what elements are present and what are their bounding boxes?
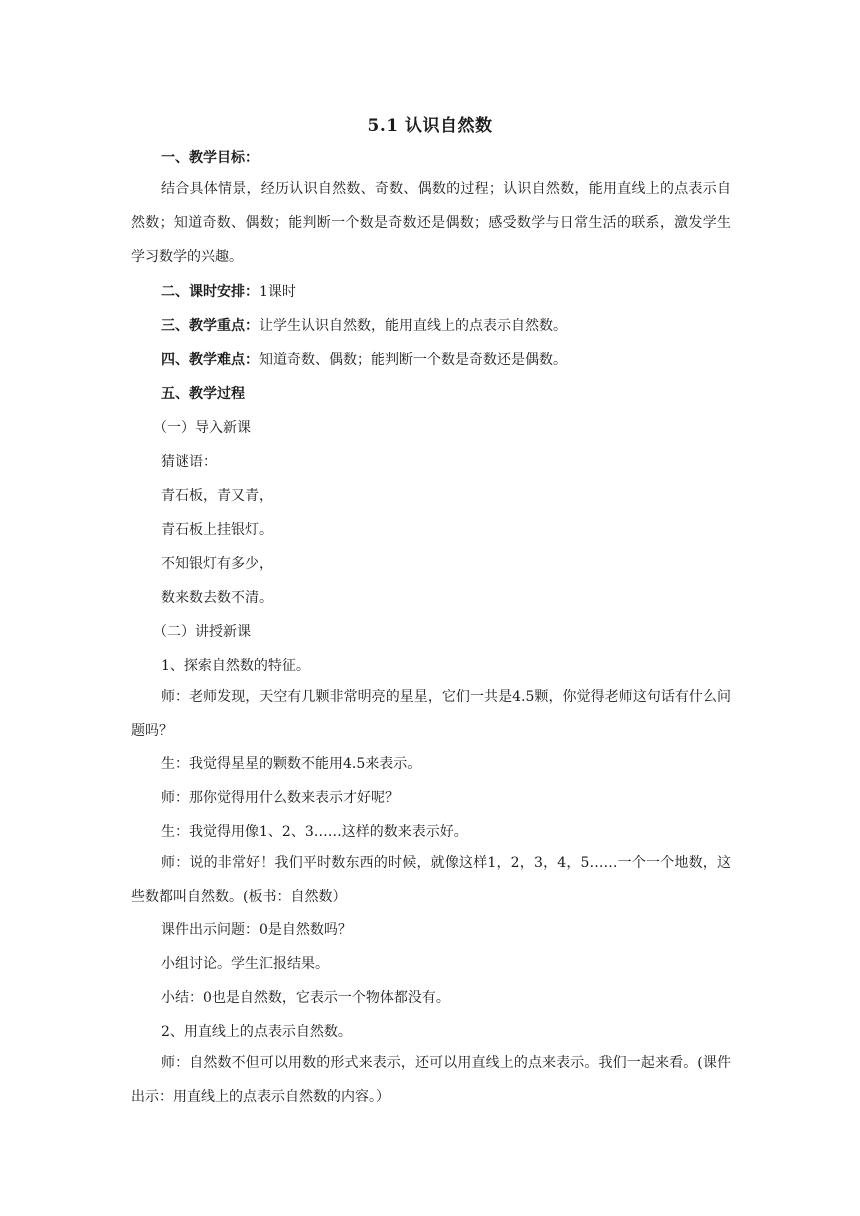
student-line-2: 生：我觉得用像1、2、3……这样的数来表示好。 bbox=[161, 824, 468, 840]
step1-heading: 1、探索自然数的特征。 bbox=[161, 658, 310, 674]
goal-text: 结合具体情景，经历认识自然数、奇数、偶数的过程；认识自然数，能用直线上的点表示自然数；知道奇数、偶数；能判断一个数是奇数还是偶数；感受数学与日常生活的联系，激发学生学习数学的兴趣。 bbox=[131, 181, 731, 265]
part1-heading: （一）导入新课 bbox=[153, 420, 251, 436]
key-heading: 三、教学重点： bbox=[161, 318, 259, 334]
part2-heading: （二）讲授新课 bbox=[153, 624, 251, 640]
student-line-1: 生：我觉得星星的颗数不能用4.5来表示。 bbox=[161, 756, 422, 772]
riddle-line-3: 不知银灯有多少， bbox=[161, 556, 273, 572]
process-heading: 五、教学过程 bbox=[161, 386, 245, 402]
difficult-heading: 四、教学难点： bbox=[161, 352, 259, 368]
key-line bbox=[131, 314, 731, 348]
teacher-line-4: 师：自然数不但可以用数的形式来表示，还可以用直线上的点来表示。我们一起来看。(课件出示：用直线上的点表示自然数的内容。） bbox=[131, 1055, 731, 1105]
teacher-line-2: 师：那你觉得用什么数来表示才好呢？ bbox=[161, 790, 399, 806]
schedule-heading: 二、课时安排： bbox=[161, 284, 259, 300]
riddle-line-4: 数来数去数不清。 bbox=[161, 590, 273, 606]
teacher-line-3: 师：说的非常好！我们平时数东西的时候，就像这样1，2，3，4，5……一个一个地数，这些数都叫自然数。(板书：自然数） bbox=[131, 855, 731, 905]
schedule-line bbox=[131, 280, 731, 314]
question-line: 课件出示问题：0是自然数吗？ bbox=[161, 922, 352, 938]
step2-heading: 2、用直线上的点表示自然数。 bbox=[161, 1024, 352, 1040]
difficult-line bbox=[131, 348, 731, 382]
key-text: 让学生认识自然数，能用直线上的点表示自然数。 bbox=[259, 318, 567, 334]
summary-line: 小结：0也是自然数，它表示一个物体都没有。 bbox=[161, 990, 450, 1006]
riddle-line-2: 青石板上挂银灯。 bbox=[161, 522, 273, 538]
difficult-text: 知道奇数、偶数；能判断一个数是奇数还是偶数。 bbox=[259, 352, 567, 368]
document-body bbox=[131, 146, 731, 1114]
riddle-line-1: 青石板，青又青， bbox=[161, 488, 273, 504]
schedule-text: 1课时 bbox=[259, 284, 296, 300]
goal-heading: 一、教学目标： bbox=[161, 150, 259, 166]
group-line: 小组讨论。学生汇报结果。 bbox=[161, 956, 329, 972]
riddle-label: 猜谜语： bbox=[161, 454, 217, 470]
teacher-line-1: 师：老师发现，天空有几颗非常明亮的星星，它们一共是4.5颗，你觉得老师这句话有什么问题吗？ bbox=[131, 689, 731, 739]
document-title: 5.1 认识自然数 bbox=[367, 116, 493, 136]
